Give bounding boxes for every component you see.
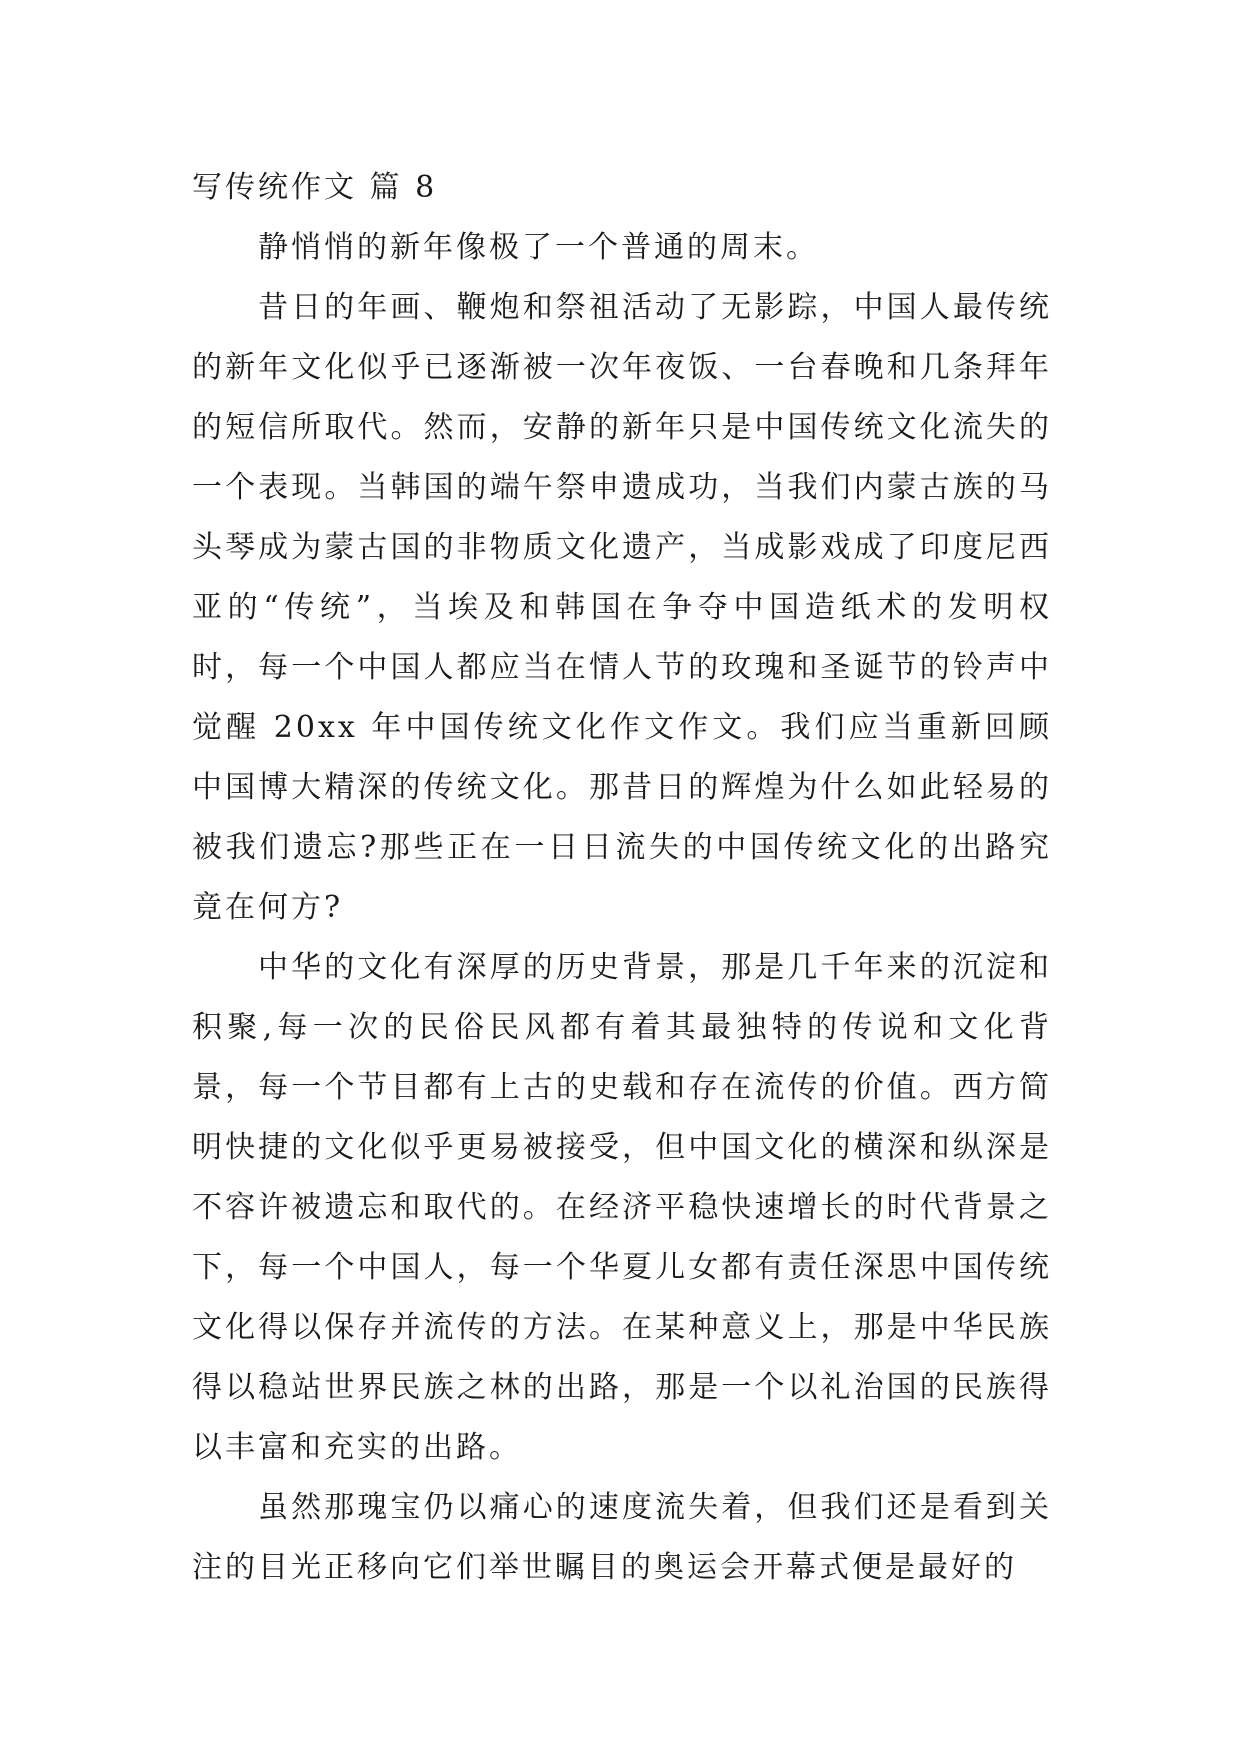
paragraph-4: 虽然那瑰宝仍以痛心的速度流失着，但我们还是看到关注的目光正移向它们举世瞩目的奥运会开幕式便是最好的: [192, 1490, 1052, 1585]
paragraph-2: 昔日的年画、鞭炮和祭祖活动了无影踪，中国人最传统的新年文化似乎已逐渐被一次年夜饭、一台春晚和几条拜年的短信所取代。然而，安静的新年只是中国传统文化流失的一个表现。当韩国的端午祭申遗成功，当我们内蒙古族的马头琴成为蒙古国的非物质文化遗产，当成影戏成了印度尼西亚的“传统”，当埃及和韩国在争夺中国造纸术的发明权时，每一个中国人都应当在情人节的玫瑰和圣诞节的铃声中觉醒 20xx 年中国传统文化作文作文。我们应当重新回顾中国博大精深的传统文化。那昔日的辉煌为什么如此轻易的被我们遗忘?那些正在一日日流失的中国传统文化的出路究竟在何方?: [192, 290, 1052, 925]
paragraph-1: 静悄悄的新年像极了一个普通的周末。: [258, 230, 819, 265]
paragraph-3: 中华的文化有深厚的历史背景，那是几千年来的沉淀和积聚,每一次的民俗民风都有着其最独特的传说和文化背景，每一个节目都有上古的史载和存在流传的价值。西方简明快捷的文化似乎更易被接受，但中国文化的横深和纵深是不容许被遗忘和取代的。在经济平稳快速增长的时代背景之下，每一个中国人，每一个华夏儿女都有责任深思中国传统文化得以保存并流传的方法。在某种意义上，那是中华民族得以稳站世界民族之林的出路，那是一个以礼治国的民族得以丰富和充实的出路。: [192, 950, 1052, 1465]
document-body: [192, 158, 1052, 1598]
document-title: 写传统作文 篇 8: [192, 170, 438, 205]
